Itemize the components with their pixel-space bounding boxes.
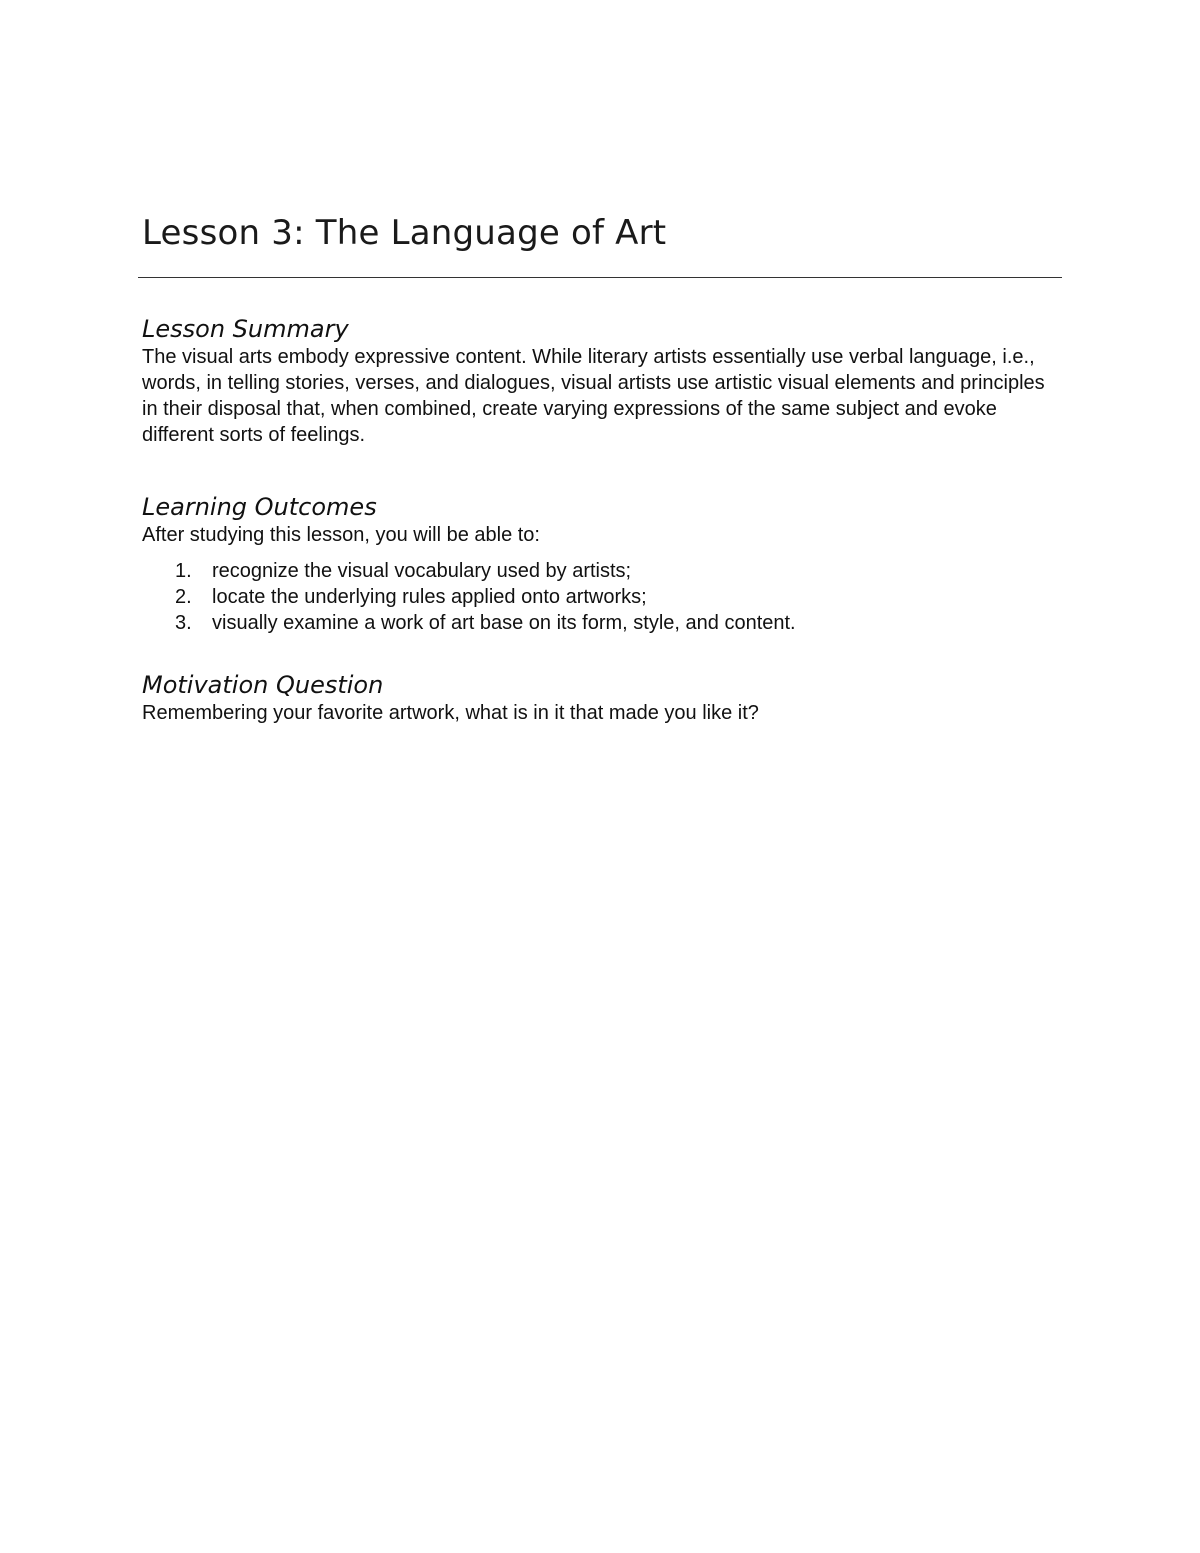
list-item: [142, 584, 1062, 610]
list-item: [142, 558, 1062, 584]
list-item-text: visually examine a work of art base on its form, style, and content.: [212, 612, 796, 634]
learning-outcomes-section: [142, 492, 1062, 636]
motivation-question-heading: Motivation Question: [142, 671, 384, 699]
list-item: [142, 610, 1062, 636]
learning-outcomes-intro: After studying this lesson, you will be able to:: [142, 524, 540, 546]
page-title: Lesson 3: The Language of Art: [142, 213, 667, 253]
lesson-summary-body: The visual arts embody expressive content. While literary artists essentially use verbal language, i.e., words, in telling stories, verses, and dialogues, visual artists use artistic visual elements and principles in their disposal that, when combined, create varying expressions of the same subject and evoke different sorts of feelings.: [142, 346, 1045, 446]
lesson-summary-heading: Lesson Summary: [142, 315, 349, 343]
list-item-text: locate the underlying rules applied onto artworks;: [212, 586, 647, 608]
list-item-text: recognize the visual vocabulary used by artists;: [212, 560, 632, 582]
motivation-question-section: [142, 670, 1062, 726]
document-content: [142, 210, 1062, 726]
learning-outcomes-heading: Learning Outcomes: [142, 493, 377, 521]
list-item-number: 2.: [175, 586, 192, 608]
list-item-number: 3.: [175, 612, 192, 634]
motivation-question-body: Remembering your favorite artwork, what is in it that made you like it?: [142, 702, 759, 724]
lesson-summary-section: [142, 314, 1062, 448]
title-divider: [138, 277, 1062, 278]
learning-outcomes-list: [142, 558, 1062, 636]
list-item-number: 1.: [175, 560, 192, 582]
